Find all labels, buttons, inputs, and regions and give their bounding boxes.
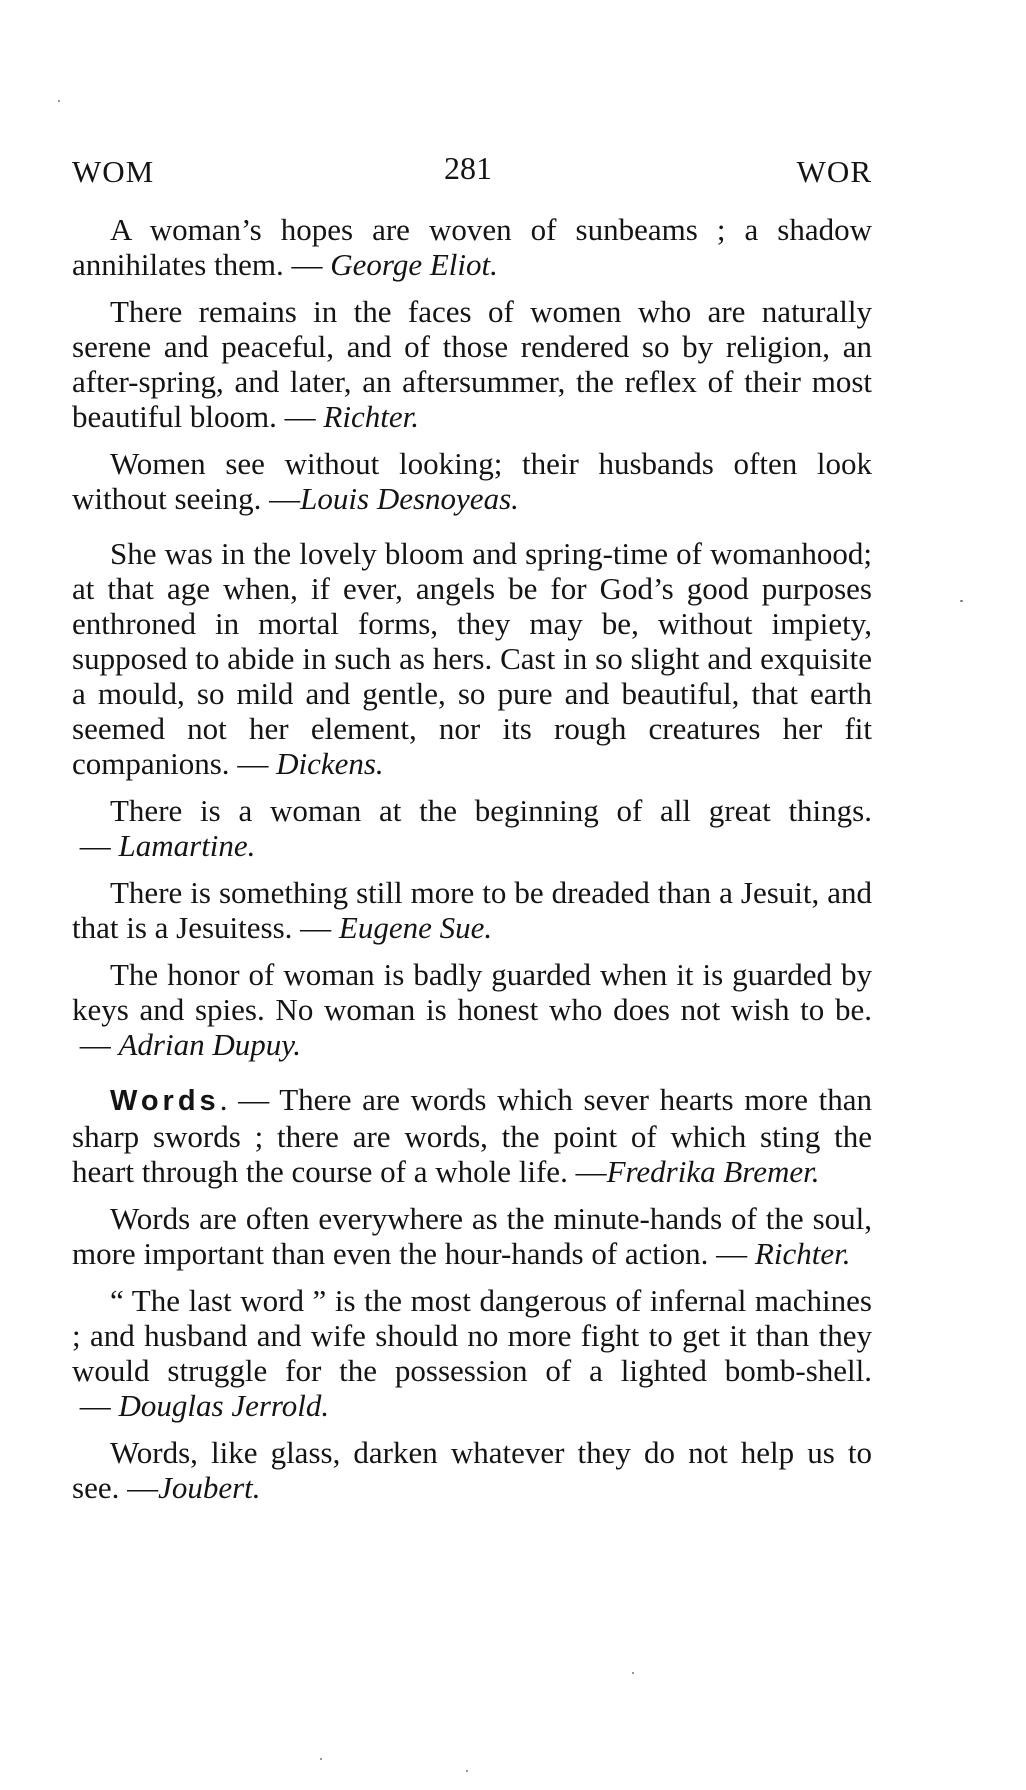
- quote: [72, 1435, 872, 1505]
- quote: [72, 536, 872, 781]
- attribution-dash: —: [292, 910, 339, 945]
- heading-dash: . —: [219, 1082, 280, 1117]
- quote-text: She was in the lovely bloom and spring-time of womanhood; at that age when, if ever, angels be for God’s good purposes enthroned in mortal forms, they may be, without impiety, supposed to abide in such as hers. Cast in so slight and exquisite a mould, so mild and gentle, so pure and beautiful, that earth seemed not her element, nor its rough creatures her fit companions.: [72, 536, 872, 781]
- quote-author: Richter.: [323, 399, 419, 434]
- quote: [72, 875, 872, 945]
- quote: [72, 294, 872, 434]
- attribution-dash: —: [283, 247, 331, 282]
- scan-speck: [960, 600, 963, 602]
- attribution-dash: —: [72, 828, 119, 863]
- quote: [72, 1201, 872, 1271]
- running-header: [72, 148, 872, 188]
- quote-author: George Eliot.: [330, 247, 498, 282]
- quote-text: Women see without looking; their husbands often look without seeing.: [72, 446, 872, 516]
- quote-text: The honor of woman is badly guarded when it is guarded by keys and spies. No woman is honest who does not wish to be.: [72, 957, 872, 1027]
- quote-author: Douglas Jerrold.: [118, 1388, 330, 1423]
- scan-speck: [632, 1672, 634, 1674]
- quote-author: Louis Desnoyeas.: [300, 481, 519, 516]
- attribution-dash: —: [229, 746, 277, 781]
- quote: [72, 446, 872, 516]
- quote-author: Eugene Sue.: [338, 910, 493, 945]
- scan-speck: [58, 100, 60, 102]
- attribution-dash: —: [119, 1470, 159, 1505]
- attribution-dash: —: [72, 1388, 119, 1423]
- quote: [72, 1283, 872, 1423]
- quote-author: Adrian Dupuy.: [118, 1027, 302, 1062]
- quote-author: Fredrika Bremer.: [606, 1154, 820, 1189]
- quote-author: Richter.: [754, 1236, 851, 1271]
- quote-text: There are words which sever hearts more than sharp swords ; there are words, the point of which sting the heart through the course of a whole life.: [72, 1082, 872, 1189]
- quote-text: There is a woman at the beginning of all great things.: [110, 793, 872, 828]
- left-guide-word: WOM: [72, 154, 155, 189]
- quote-author: Joubert.: [158, 1470, 261, 1505]
- right-guide-word: WOR: [796, 154, 872, 189]
- entry-words: [72, 1082, 872, 1189]
- entry-heading: Words: [110, 1085, 220, 1117]
- attribution-dash: —: [261, 481, 301, 516]
- scan-speck: [320, 1758, 322, 1760]
- page-body: [72, 212, 872, 1517]
- quote: [72, 212, 872, 282]
- quote-author: Lamartine.: [118, 828, 256, 863]
- quote-text: “ The last word ” is the most dangerous of infernal machines ; and husband and wife should no more fight to get it than they would struggle for the possession of a lighted bomb-shell.: [72, 1283, 872, 1388]
- quote-text: Words are often everywhere as the minute-hands of the soul, more important than even the hour-hands of action.: [72, 1201, 872, 1271]
- quote: [72, 793, 872, 863]
- quote-text: A woman’s hopes are woven of sunbeams ; a shadow annihilates them.: [72, 212, 872, 282]
- scan-speck: [466, 1770, 468, 1772]
- page-number: 281: [444, 150, 492, 186]
- quote-text: Words, like glass, darken whatever they do not help us to see.: [72, 1435, 872, 1505]
- quote-text: There is something still more to be dreaded than a Jesuit, and that is a Jesuitess.: [72, 875, 872, 945]
- quote-author: Dickens.: [276, 746, 384, 781]
- attribution-dash: —: [72, 1027, 119, 1062]
- attribution-dash: —: [276, 399, 324, 434]
- quote-text: There remains in the faces of women who are naturally serene and peaceful, and of those rendered so by religion, an after-spring, and later, an aftersummer, the reflex of their most beautiful bloom.: [72, 294, 872, 434]
- attribution-dash: —: [567, 1154, 607, 1189]
- quote: [72, 957, 872, 1062]
- attribution-dash: —: [708, 1236, 755, 1271]
